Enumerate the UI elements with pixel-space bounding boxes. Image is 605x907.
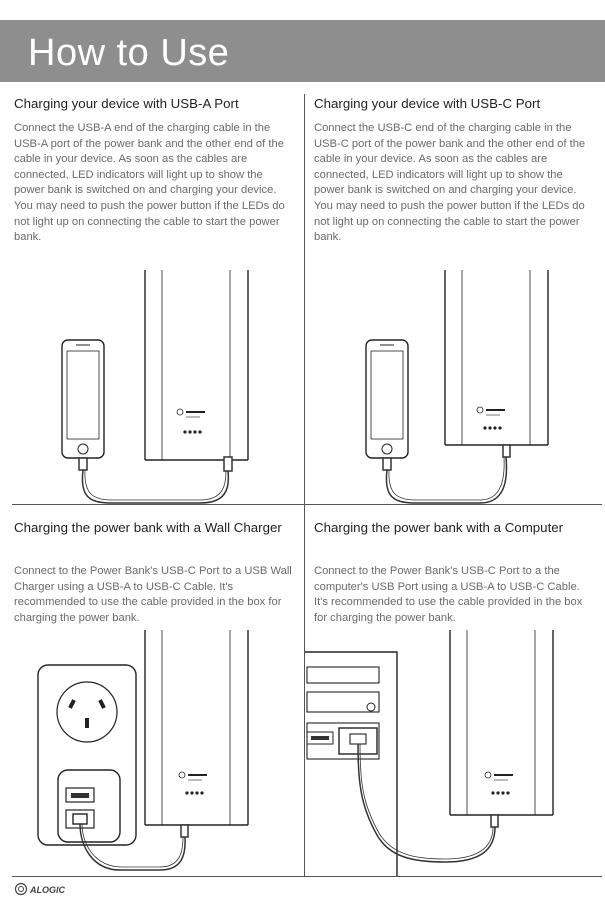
power-bank-icon — [450, 630, 553, 815]
usb-c-illustration — [340, 265, 602, 505]
brand-logo — [14, 882, 84, 896]
power-bank-icon — [145, 270, 248, 460]
page-header — [0, 20, 605, 82]
page-title: How to Use — [28, 32, 230, 74]
computer-tower-icon — [305, 652, 397, 876]
charging-cable — [383, 445, 510, 503]
phone-icon — [366, 340, 408, 458]
power-bank-icon — [445, 270, 548, 445]
section-title: Charging your device with USB-A Port — [14, 96, 239, 111]
section-title: Charging the power bank with a Wall Charger — [14, 520, 282, 535]
charging-cable — [79, 457, 232, 503]
section-body: Connect the USB-A end of the charging cable in the USB-A port of the power bank and the other end of the cable in your device. As soon as the cables are connected, LED indicators will light up to show the power bank is switched on and charging your device. You may need to push the power button if the LEDs do not light up on connecting the cable to start the power bank. — [14, 122, 285, 244]
brand-logo-text: ALOGIC — [30, 885, 65, 895]
column-divider-top — [304, 94, 305, 504]
charging-cable — [358, 744, 498, 862]
section-body: Connect to the Power Bank's USB-C Port to a USB Wall Charger using a USB-A to USB-C Cable. It's recommended to use the cable provided in the box for charging the power bank. — [14, 565, 292, 624]
computer-illustration — [305, 630, 602, 876]
usb-a-illustration — [40, 265, 300, 505]
power-bank-icon — [145, 630, 248, 825]
section-body: Connect the USB-C end of the charging cable in the USB-C port of the power bank and the other end of the cable in your device. As soon as the cables are connected, LED indicators will light up to show the power bank is switched on and charging your device. You may need to push the power button if the LEDs do not light up on connecting the cable to start the power bank. — [314, 122, 586, 244]
wall-charger-illustration — [30, 630, 300, 876]
phone-icon — [62, 340, 104, 458]
section-body: Connect to the Power Bank's USB-C Port to a the computer's USB Port using a USB-A to USB-C Cable. It's recommended to use the cable provided in the box for charging the power bank. — [314, 565, 583, 624]
usb-wall-charger-icon — [58, 770, 120, 842]
bottom-divider — [12, 876, 602, 877]
section-title: Charging the power bank with a Computer — [314, 520, 564, 535]
section-title: Charging your device with USB-C Port — [314, 96, 541, 111]
